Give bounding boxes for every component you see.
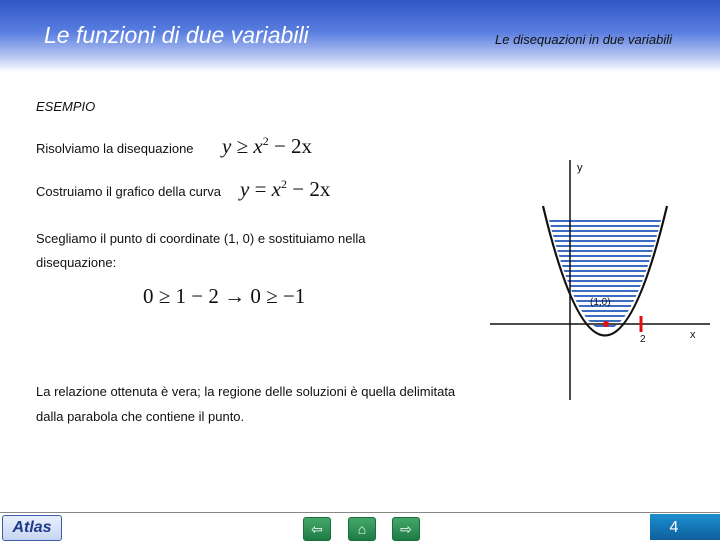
x-axis-label: x bbox=[690, 329, 696, 341]
parabola-graph bbox=[480, 150, 720, 410]
y-axis-label: y bbox=[577, 162, 583, 174]
page-indicator bbox=[650, 514, 720, 540]
solution-region bbox=[540, 220, 670, 370]
formula-2-op: = bbox=[249, 177, 272, 201]
text-line-4: La relazione ottenuta è vera; la regione delle soluzioni è quella delimitata bbox=[36, 384, 456, 399]
page-number: 4 bbox=[669, 519, 679, 536]
atlas-logo: Atlas bbox=[2, 515, 62, 541]
formula-1-op: ≥ bbox=[231, 134, 254, 158]
text-line-1: Risolviamo la disequazione bbox=[36, 141, 194, 156]
footer-divider bbox=[0, 512, 720, 513]
root-label: 2 bbox=[640, 334, 646, 345]
formula-3-left: 0 ≥ 1 − 2 bbox=[143, 284, 219, 308]
text-line-2: Costruiamo il grafico della curva bbox=[36, 184, 221, 199]
arrow-left-icon: ⇦ bbox=[311, 521, 323, 537]
formula-curve bbox=[240, 177, 330, 202]
formula-2-lhs: y bbox=[240, 177, 250, 201]
formula-1-rest: − 2x bbox=[268, 134, 313, 158]
formula-3-right: 0 ≥ −1 bbox=[250, 284, 306, 308]
formula-2-exp: 2 bbox=[281, 177, 287, 191]
formula-1-lhs: y bbox=[222, 134, 232, 158]
home-button[interactable] bbox=[348, 517, 376, 541]
formula-3-arrow: → bbox=[218, 284, 251, 308]
home-icon: ⌂ bbox=[357, 521, 367, 537]
text-line-3b: disequazione: bbox=[36, 255, 117, 270]
formula-1-exp: 2 bbox=[262, 134, 269, 148]
next-button[interactable] bbox=[392, 517, 420, 541]
text-line-3: Scegliamo il punto di coordinate (1, 0) e sostituiamo nella bbox=[36, 231, 366, 246]
formula-inequality bbox=[222, 134, 312, 159]
test-point bbox=[603, 321, 609, 327]
formula-2-x: x bbox=[271, 177, 281, 201]
page-subtitle: Le disequazioni in due variabili bbox=[495, 32, 673, 47]
prev-button[interactable] bbox=[303, 517, 331, 541]
section-label: ESEMPIO bbox=[36, 99, 96, 114]
formula-2-rest: − 2x bbox=[287, 177, 331, 201]
point-label: (1,0) bbox=[590, 297, 611, 308]
formula-substitution bbox=[143, 284, 305, 309]
arrow-right-icon: ⇨ bbox=[400, 521, 412, 537]
text-line-4b: dalla parabola che contiene il punto. bbox=[36, 409, 245, 424]
formula-1-x: x bbox=[253, 134, 263, 158]
page-title: Le funzioni di due variabili bbox=[44, 22, 309, 48]
